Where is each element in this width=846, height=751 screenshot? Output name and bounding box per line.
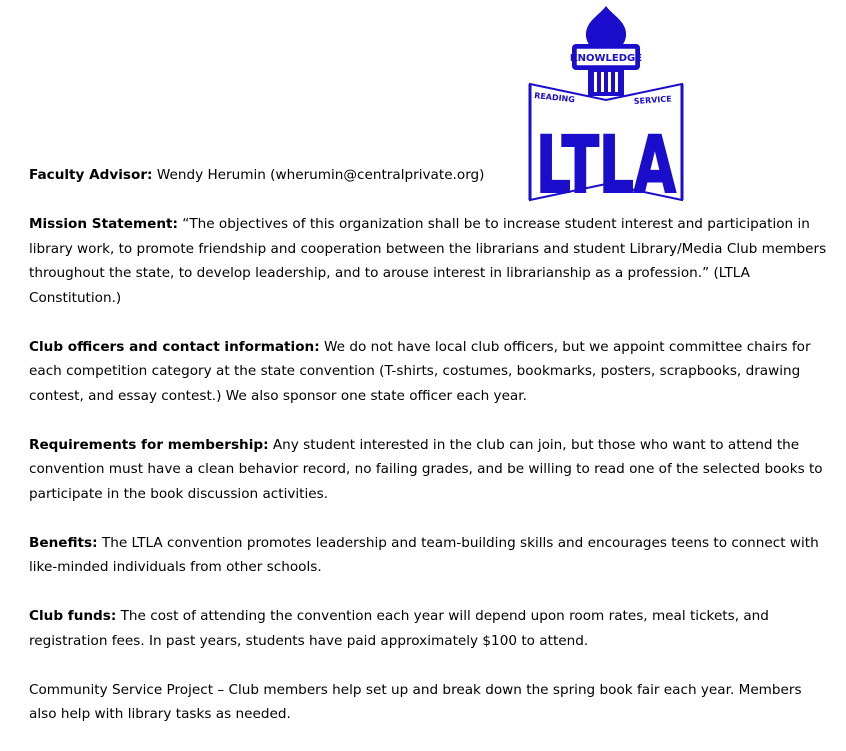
benefits-paragraph (29, 531, 829, 580)
benefits-label: Benefits: (29, 534, 98, 551)
club-info (29, 163, 829, 751)
torch-handle (588, 70, 624, 96)
club-funds-label: Club funds: (29, 608, 117, 624)
club-officers-paragraph (29, 335, 829, 409)
requirements-paragraph (29, 433, 829, 507)
requirements-label: Requirements for membership: (29, 436, 269, 453)
benefits-text: The LTLA convention promotes leadership and team-building skills and encourages teens to connect with like-minded individuals from other schools. (29, 534, 819, 575)
requirements-text: Any student interested in the club can join, but those who want to attend the convention must have a clean behavior record, no failing grades, and be willing to read one of the selected books to participate in the book discussion activities. (29, 436, 823, 502)
club-funds-paragraph (29, 604, 829, 653)
faculty-advisor-paragraph (29, 163, 829, 188)
club-officers-text: We do not have local club officers, but we appoint committee chairs for each competition category at the state convention (T-shirts, costumes, bookmarks, posters, scrapbooks, drawing contest, and essay contest.) We also sponsor one state officer each year. (29, 338, 811, 404)
flame-icon (586, 6, 626, 48)
knowledge-text: KNOWLEDGE (569, 53, 643, 64)
ltla-text: LTLA (536, 121, 676, 211)
club-funds-text: The cost of attending the convention each year will depend upon room rates, meal tickets, and registration fees. In past years, students have paid approximately $100 to attend. (29, 608, 769, 649)
mission-statement-label: Mission Statement: (29, 216, 178, 232)
reading-text: READING (533, 91, 576, 105)
community-service-paragraph: Community Service Project – Club members help set up and break down the spring book fair each year. Members also help with library tasks as needed. (29, 681, 802, 722)
club-officers-label: Club officers and contact information: (29, 338, 320, 355)
mission-statement-text: “The objectives of this organization shall be to increase student interest and participation in library work, to promote friendship and cooperation between the librarians and student Library/Media Club members throughout the state, to develop leadership, and to arouse interest in librarianship as a profession.” (LTLA Constitution.) (29, 216, 827, 306)
faculty-advisor-text: Wendy Herumin (wherumin@centralprivate.org) (152, 167, 485, 183)
service-text: SERVICE (633, 94, 672, 106)
faculty-advisor-label: Faculty Advisor: (29, 167, 153, 183)
mission-statement-paragraph (29, 212, 829, 310)
